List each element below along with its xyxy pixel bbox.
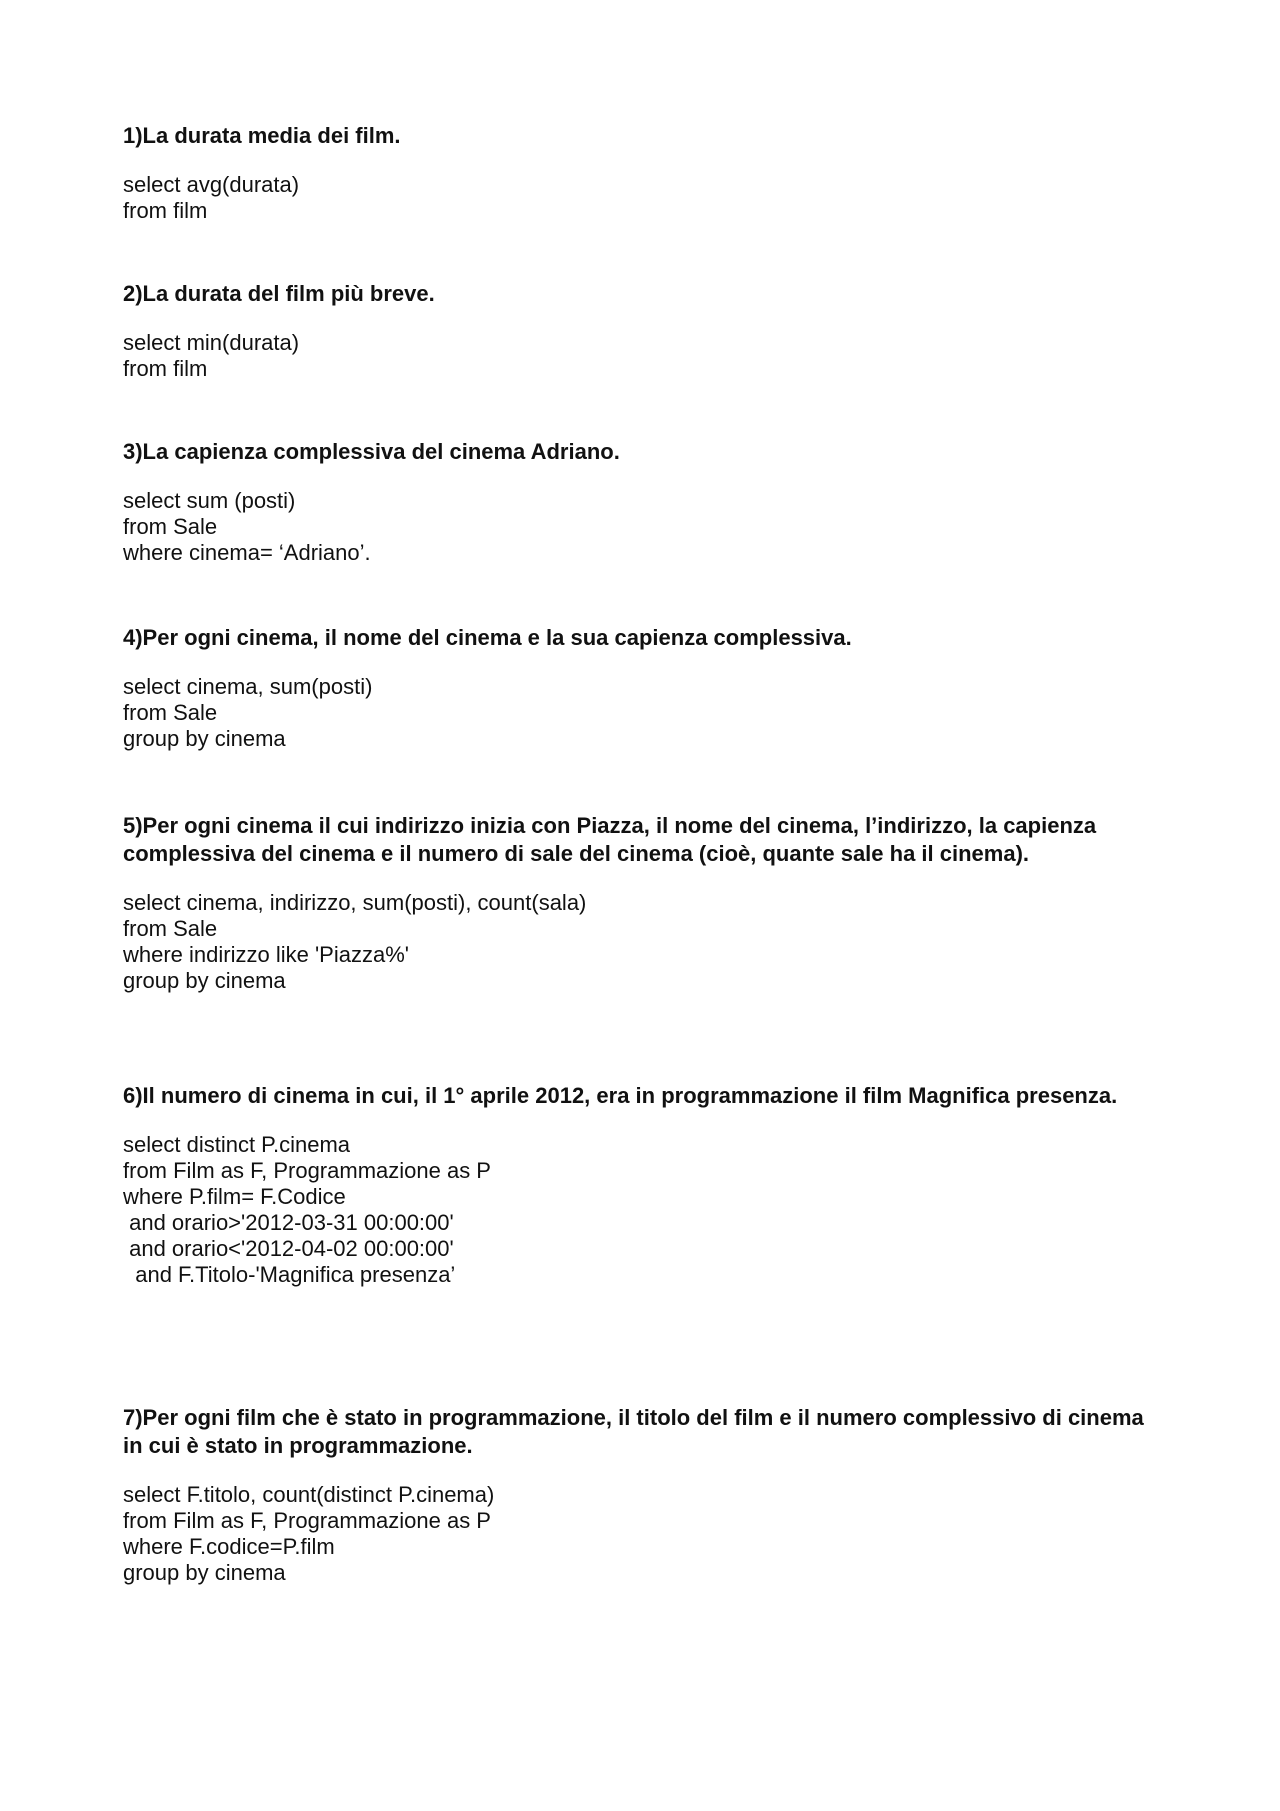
question-2: 2)La durata del film più breve.	[123, 281, 435, 306]
sql-query-6	[123, 1132, 1163, 1288]
section-5	[123, 812, 1163, 994]
code-line: and F.Titolo-'Magnifica presenza’	[123, 1262, 456, 1287]
code-line: select cinema, indirizzo, sum(posti), count(sala)	[123, 890, 587, 915]
code-line: where F.codice=P.film	[123, 1534, 335, 1559]
question-1: 1)La durata media dei film.	[123, 123, 401, 148]
question-4: 4)Per ogni cinema, il nome del cinema e la sua capienza complessiva.	[123, 625, 852, 650]
question-3: 3)La capienza complessiva del cinema Adriano.	[123, 439, 620, 464]
code-line: select F.titolo, count(distinct P.cinema)	[123, 1482, 495, 1507]
code-line: from film	[123, 198, 208, 223]
sql-query-5	[123, 890, 1163, 994]
section-6	[123, 1082, 1163, 1288]
section-4	[123, 624, 1163, 752]
question-7: 7)Per ogni film che è stato in programmazione, il titolo del film e il numero complessivo di cinema in cui è stato in programmazione.	[123, 1405, 1144, 1458]
code-line: from Sale	[123, 916, 218, 941]
code-line: from Film as F, Programmazione as P	[123, 1508, 491, 1533]
code-line: where P.film= F.Codice	[123, 1184, 346, 1209]
code-line: select distinct P.cinema	[123, 1132, 351, 1157]
code-line: select sum (posti)	[123, 488, 296, 513]
code-line: from Sale	[123, 514, 218, 539]
sql-query-3	[123, 488, 1163, 566]
code-line: select avg(durata)	[123, 172, 300, 197]
section-1	[123, 122, 1163, 224]
code-line: where cinema= ‘Adriano’.	[123, 540, 371, 565]
code-line: from Film as F, Programmazione as P	[123, 1158, 491, 1183]
code-line: and orario>'2012-03-31 00:00:00'	[123, 1210, 454, 1235]
code-line: and orario<'2012-04-02 00:00:00'	[123, 1236, 454, 1261]
code-line: group by cinema	[123, 726, 286, 751]
section-7	[123, 1404, 1163, 1586]
sql-query-2	[123, 330, 1163, 382]
code-line: group by cinema	[123, 968, 286, 993]
section-2	[123, 280, 1163, 382]
sql-query-4	[123, 674, 1163, 752]
sql-query-7	[123, 1482, 1163, 1586]
question-6: 6)Il numero di cinema in cui, il 1° aprile 2012, era in programmazione il film Magnifica presenza.	[123, 1083, 1118, 1108]
code-line: group by cinema	[123, 1560, 286, 1585]
code-line: select cinema, sum(posti)	[123, 674, 373, 699]
code-line: from film	[123, 356, 208, 381]
question-5: 5)Per ogni cinema il cui indirizzo inizia con Piazza, il nome del cinema, l’indirizzo, la capienza complessiva del cinema e il numero di sale del cinema (cioè, quante sale ha il cinema).	[123, 813, 1097, 866]
code-line: select min(durata)	[123, 330, 300, 355]
code-line: where indirizzo like 'Piazza%'	[123, 942, 409, 967]
section-3	[123, 438, 1163, 566]
sql-query-1	[123, 172, 1163, 224]
code-line: from Sale	[123, 700, 218, 725]
